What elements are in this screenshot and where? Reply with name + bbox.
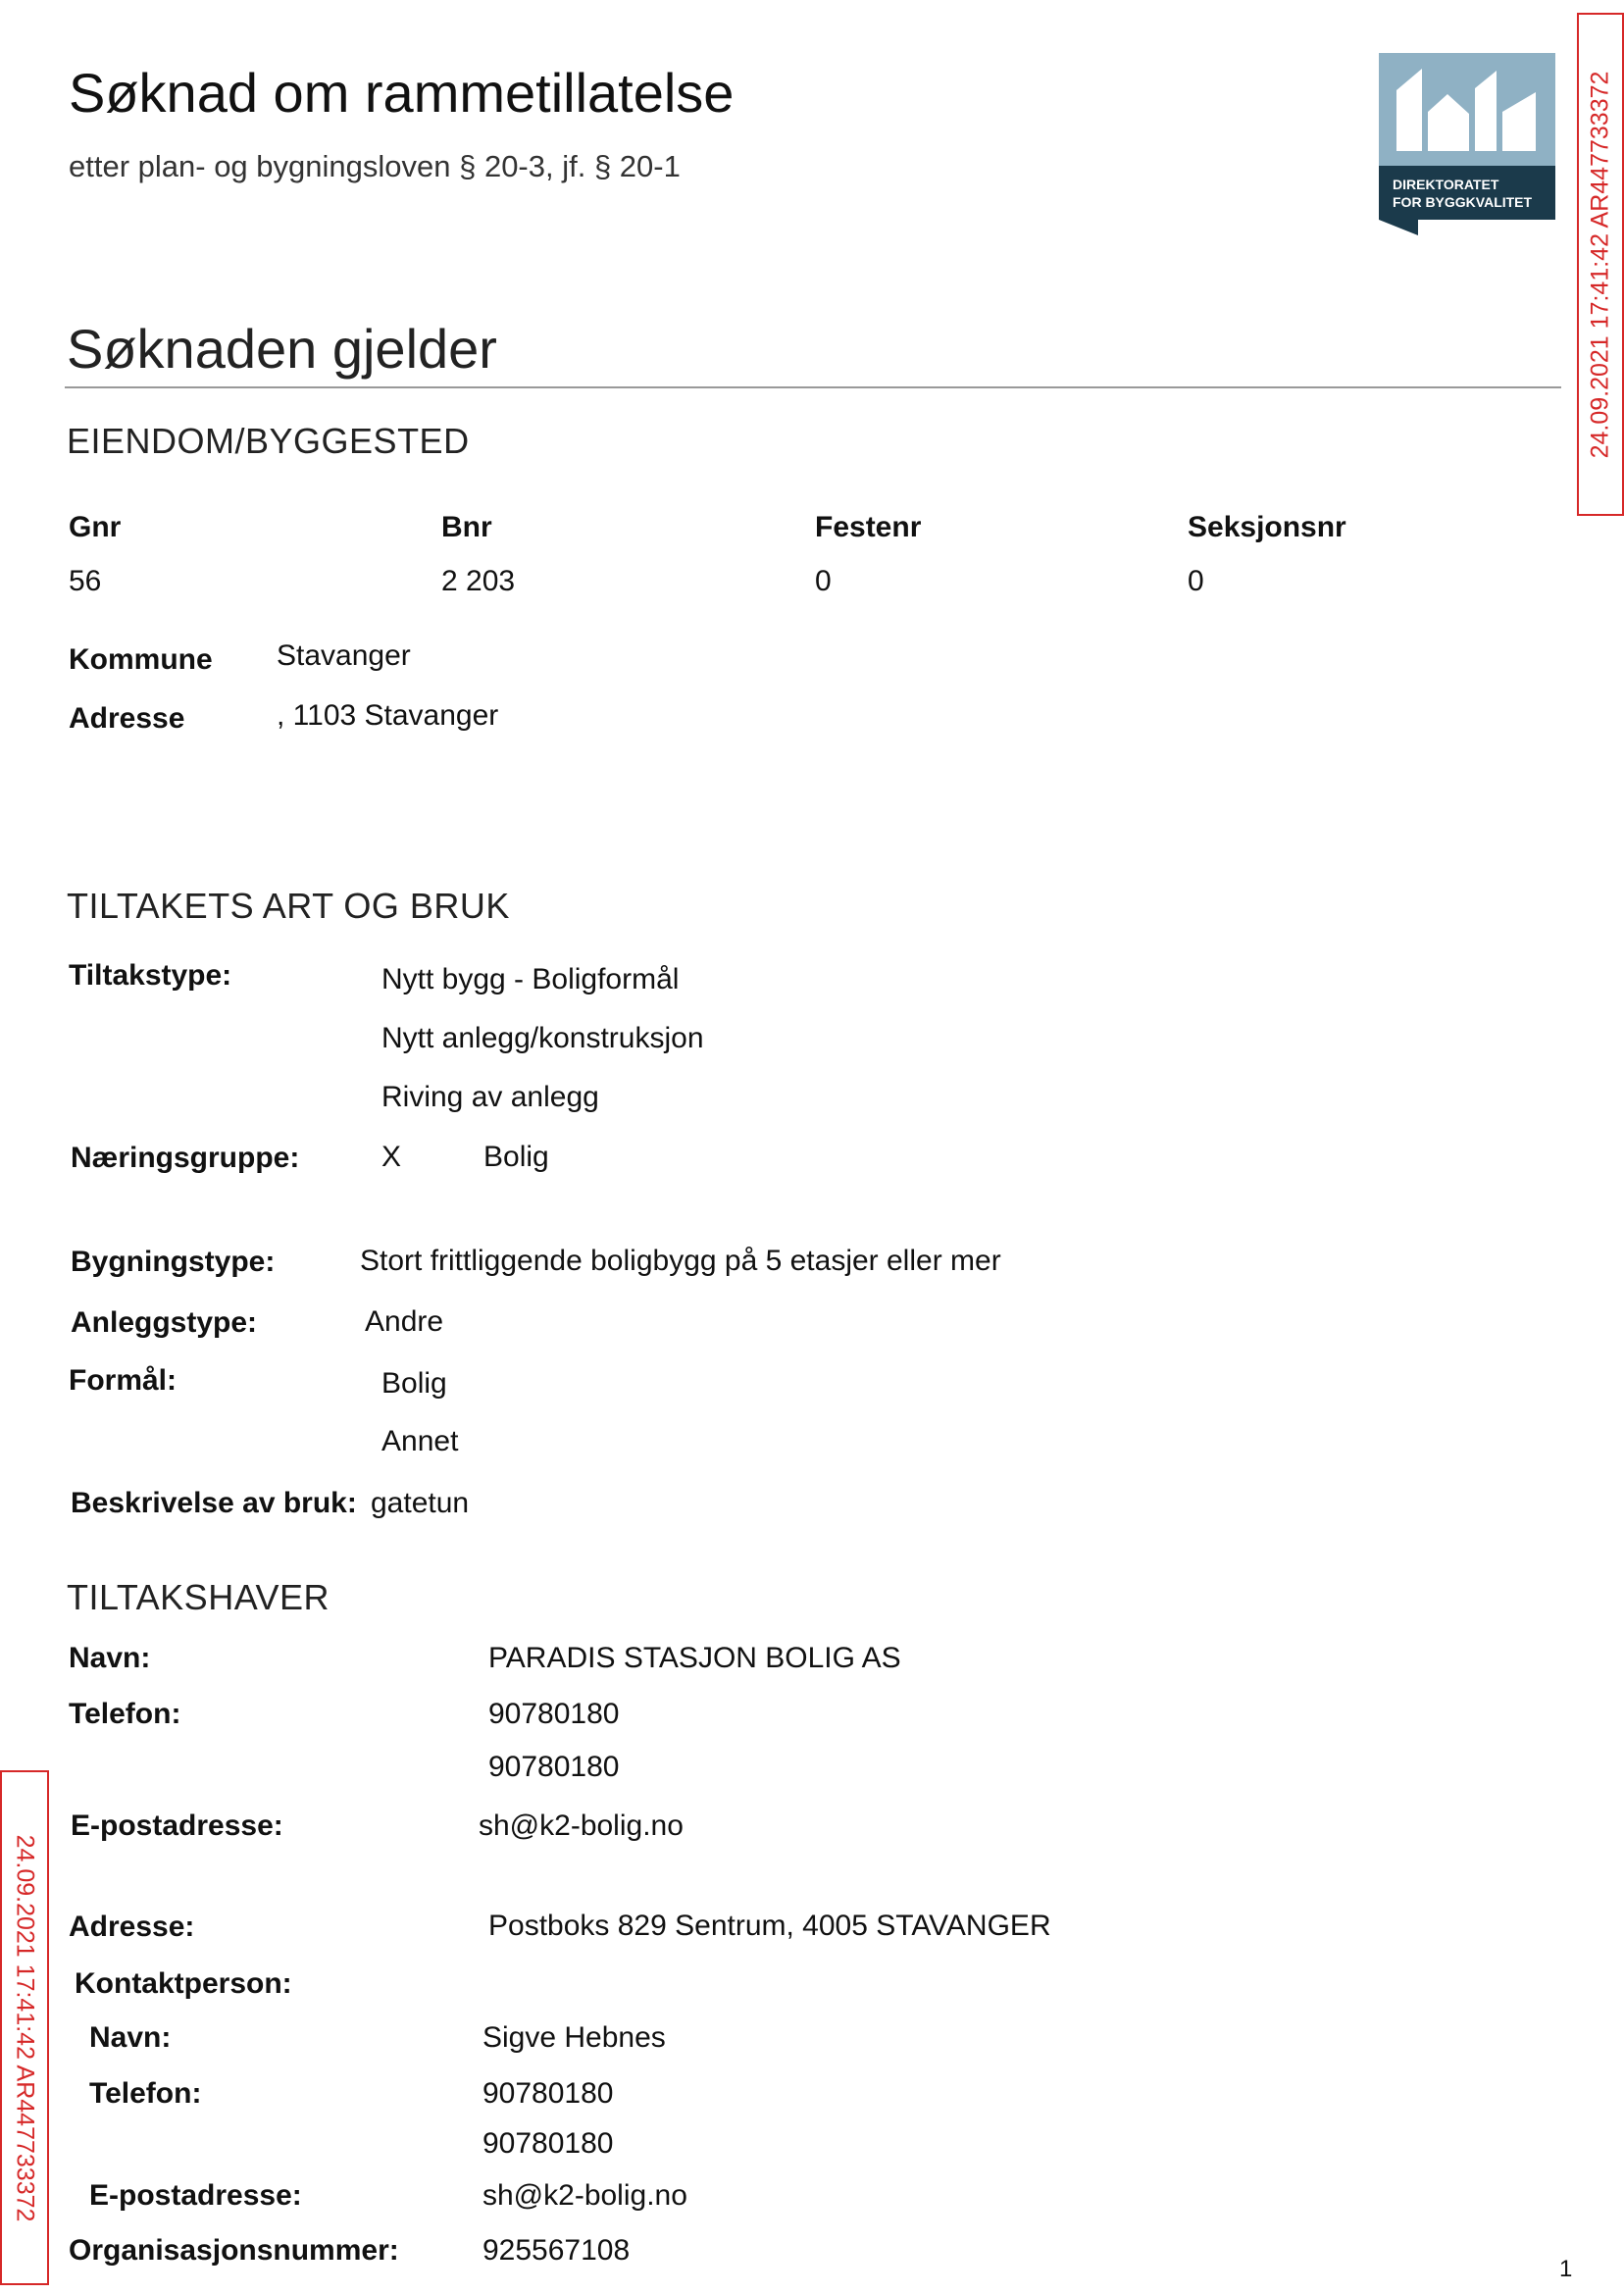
organisasjonsnummer-value: 925567108 bbox=[482, 2234, 631, 2267]
tiltak-heading: TILTAKETS ART OG BRUK bbox=[67, 886, 510, 926]
kontakt-navn-label: Navn: bbox=[89, 2021, 172, 2054]
dibk-logo bbox=[1379, 53, 1555, 245]
tiltakshaver-telefon-value-2: 90780180 bbox=[488, 1751, 620, 1783]
kontaktperson-label: Kontaktperson: bbox=[75, 1967, 292, 2000]
tiltakshaver-adresse-label: Adresse: bbox=[69, 1911, 195, 1943]
timestamp-stamp-left bbox=[0, 1770, 49, 2285]
beskrivelse-label: Beskrivelse av bruk: bbox=[71, 1487, 357, 1519]
timestamp-stamp-left-text: 24.09.2021 17:41:42 AR447733372 bbox=[11, 1834, 39, 2221]
tiltakshaver-heading: TILTAKSHAVER bbox=[67, 1577, 330, 1617]
seksjonsnr-label: Seksjonsnr bbox=[1188, 511, 1346, 543]
tiltakstype-label: Tiltakstype: bbox=[69, 959, 232, 992]
tiltakshaver-adresse-value: Postboks 829 Sentrum, 4005 STAVANGER bbox=[488, 1910, 1051, 1942]
tiltakshaver-telefon-value-1: 90780180 bbox=[488, 1698, 620, 1730]
tiltakstype-value-3: Riving av anlegg bbox=[381, 1081, 599, 1113]
festenr-label: Festenr bbox=[815, 511, 922, 543]
tiltakshaver-telefon-label: Telefon: bbox=[69, 1698, 181, 1730]
formal-label: Formål: bbox=[69, 1364, 178, 1397]
formal-value-1: Bolig bbox=[381, 1367, 447, 1400]
kontakt-telefon-value-1: 90780180 bbox=[482, 2077, 614, 2110]
adresse-label: Adresse bbox=[69, 702, 185, 735]
formal-value-2: Annet bbox=[381, 1425, 459, 1457]
logo-text-line1: DIREKTORATET bbox=[1393, 177, 1499, 192]
tiltakstype-value-1: Nytt bygg - Boligformål bbox=[381, 963, 680, 995]
kontakt-epost-label: E-postadresse: bbox=[89, 2179, 302, 2212]
anleggstype-label: Anleggstype: bbox=[71, 1306, 258, 1339]
kontakt-telefon-value-2: 90780180 bbox=[482, 2127, 614, 2160]
kommune-value: Stavanger bbox=[277, 639, 411, 672]
bnr-label: Bnr bbox=[441, 511, 492, 543]
bygningstype-value: Stort frittliggende boligbygg på 5 etasjer eller mer bbox=[360, 1245, 1001, 1277]
section-divider bbox=[65, 386, 1561, 388]
festenr-value: 0 bbox=[815, 565, 832, 597]
gnr-value: 56 bbox=[69, 565, 102, 597]
section-title: Søknaden gjelder bbox=[67, 318, 497, 380]
dibk-logo-graphic bbox=[1379, 53, 1555, 245]
bnr-value: 2 203 bbox=[441, 565, 516, 597]
organisasjonsnummer-label: Organisasjonsnummer: bbox=[69, 2234, 399, 2267]
kontakt-telefon-label: Telefon: bbox=[89, 2077, 202, 2110]
kontakt-epost-value: sh@k2-bolig.no bbox=[482, 2179, 687, 2212]
seksjonsnr-value: 0 bbox=[1188, 565, 1204, 597]
adresse-value: , 1103 Stavanger bbox=[277, 699, 499, 732]
timestamp-stamp-right bbox=[1577, 13, 1624, 516]
eiendom-heading: EIENDOM/BYGGESTED bbox=[67, 421, 470, 461]
anleggstype-value: Andre bbox=[365, 1305, 444, 1338]
tiltakshaver-navn-label: Navn: bbox=[69, 1642, 151, 1674]
bygningstype-label: Bygningstype: bbox=[71, 1246, 276, 1278]
kommune-label: Kommune bbox=[69, 643, 213, 676]
naeringsgruppe-label: Næringsgruppe: bbox=[71, 1142, 300, 1174]
naeringsgruppe-value: Bolig bbox=[483, 1141, 549, 1173]
naeringsgruppe-code: X bbox=[381, 1141, 402, 1173]
document-subtitle: etter plan- og bygningsloven § 20-3, jf. § 20-1 bbox=[69, 149, 681, 183]
kontakt-navn-value: Sigve Hebnes bbox=[482, 2021, 666, 2054]
page-number: 1 bbox=[1559, 2256, 1573, 2282]
beskrivelse-value: gatetun bbox=[371, 1487, 470, 1519]
tiltakshaver-epost-label: E-postadresse: bbox=[71, 1810, 283, 1842]
timestamp-stamp-right-text: 24.09.2021 17:41:42 AR447733372 bbox=[1586, 71, 1614, 458]
tiltakshaver-navn-value: PARADIS STASJON BOLIG AS bbox=[488, 1642, 901, 1674]
logo-text-line2: FOR BYGGKVALITET bbox=[1393, 194, 1533, 210]
document-title: Søknad om rammetillatelse bbox=[69, 62, 735, 124]
tiltakshaver-epost-value: sh@k2-bolig.no bbox=[479, 1810, 684, 1842]
gnr-label: Gnr bbox=[69, 511, 122, 543]
tiltakstype-value-2: Nytt anlegg/konstruksjon bbox=[381, 1022, 704, 1054]
